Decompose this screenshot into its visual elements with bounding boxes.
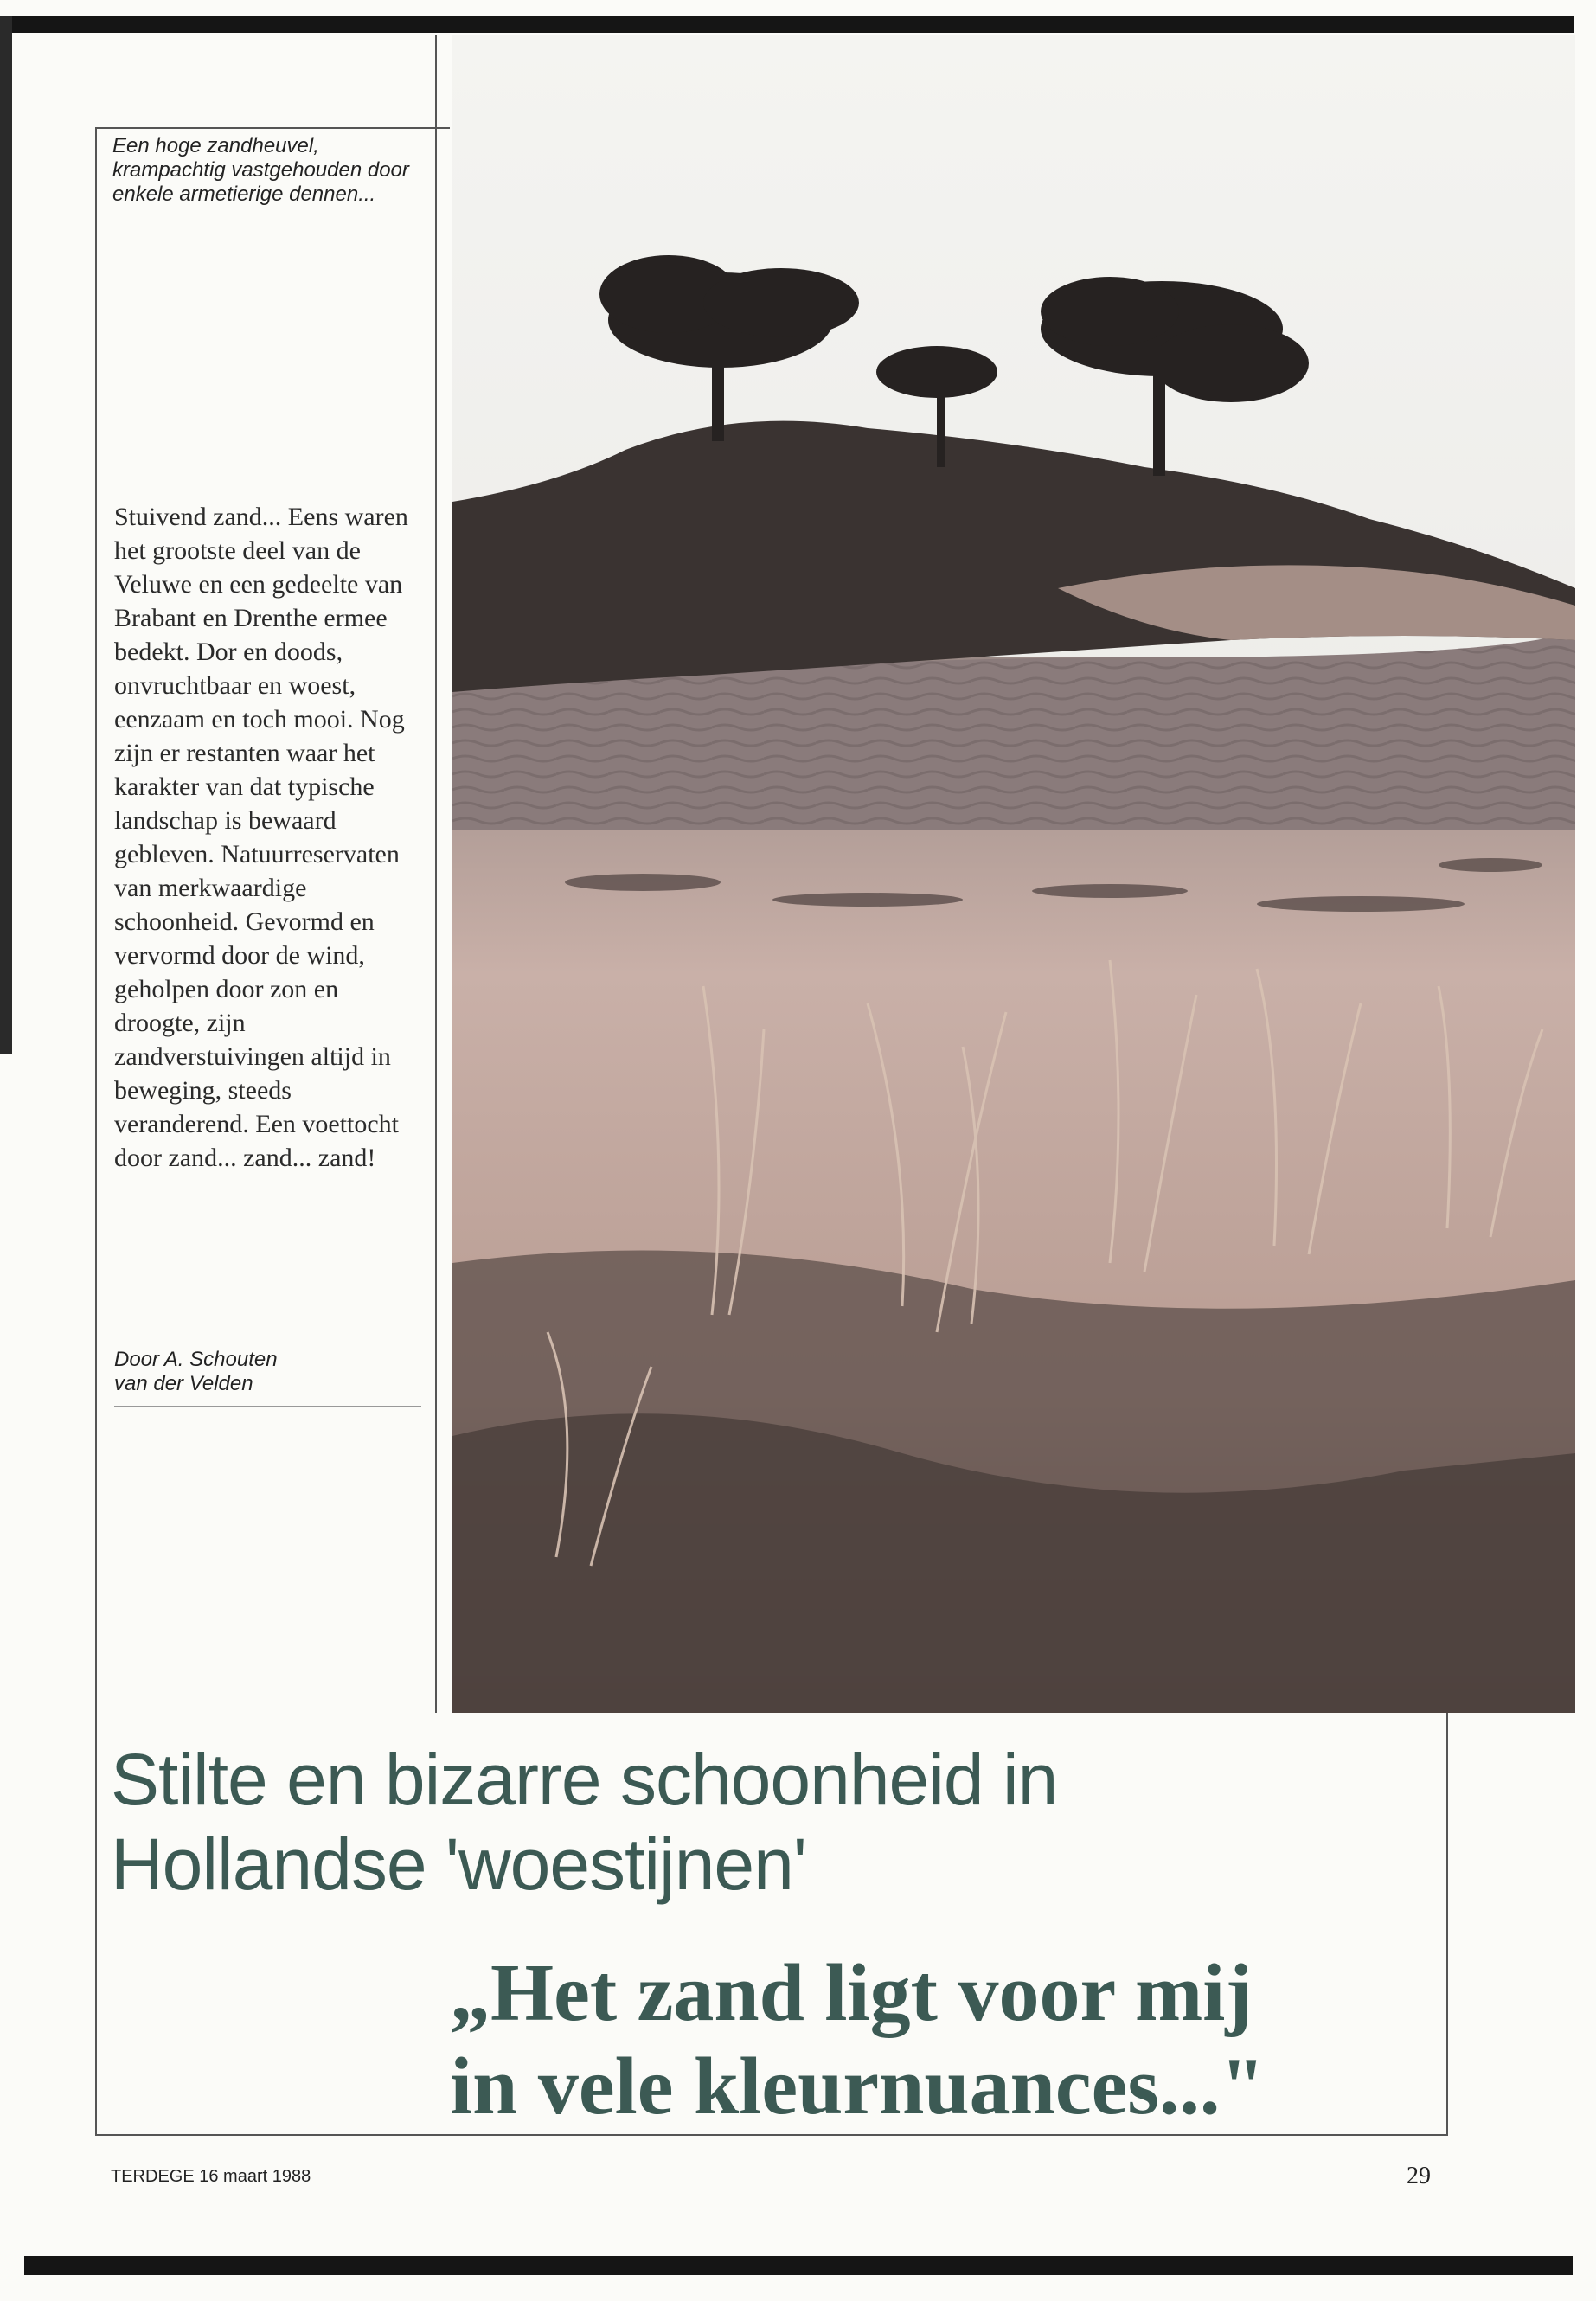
byline	[114, 1348, 421, 1396]
publication-footer: TERDEGE 16 maart 1988	[111, 2167, 311, 2186]
pull-quote	[450, 1946, 1488, 2133]
frame-left-rule	[95, 127, 97, 2136]
byline-author-surname: van der Velden	[114, 1372, 253, 1395]
byline-author: Door A. Schouten	[114, 1348, 278, 1371]
frame-bottom-rule	[95, 2134, 1448, 2136]
top-border-bar	[0, 16, 1574, 33]
photo-caption: Een hoge zandheuvel, krampachtig vastgehouden door enkele armetierige dennen...	[112, 134, 409, 206]
headline-line-1: Stilte en bizarre schoonheid in	[111, 1739, 1058, 1820]
headline	[111, 1737, 1408, 1907]
pull-quote-line-2: in vele kleurnuances..."	[450, 2041, 1266, 2131]
page-number: 29	[1407, 2163, 1431, 2189]
frame-column-rule	[435, 35, 437, 1713]
intro-text: Stuivend zand... Eens waren het grootste deel van de Veluwe en een gedeelte van Brabant en Drenthe ermee bedekt. Dor en doods, onvruchtbaar en woest, eenzaam en toch mooi. Nog zijn er restanten waar het karakter van dat typische landschap is bewaard gebleven. Natuurreservaten van merkwaardige schoonheid. Gevormd en vervormd door de wind, geholpen door zon en droogte, zijn zandverstuivingen altijd in beweging, steeds veranderend. Een voettocht door zand... zand... zand!	[114, 503, 408, 1172]
frame-top-rule	[95, 127, 450, 129]
bottom-border-bar	[24, 2256, 1573, 2275]
byline-rule	[114, 1406, 421, 1407]
pull-quote-line-1: „Het zand ligt voor mij	[450, 1948, 1253, 2038]
dune-photo	[452, 35, 1575, 1713]
left-border-bar	[0, 16, 12, 1054]
headline-line-2: Hollandse 'woestijnen'	[111, 1823, 806, 1905]
